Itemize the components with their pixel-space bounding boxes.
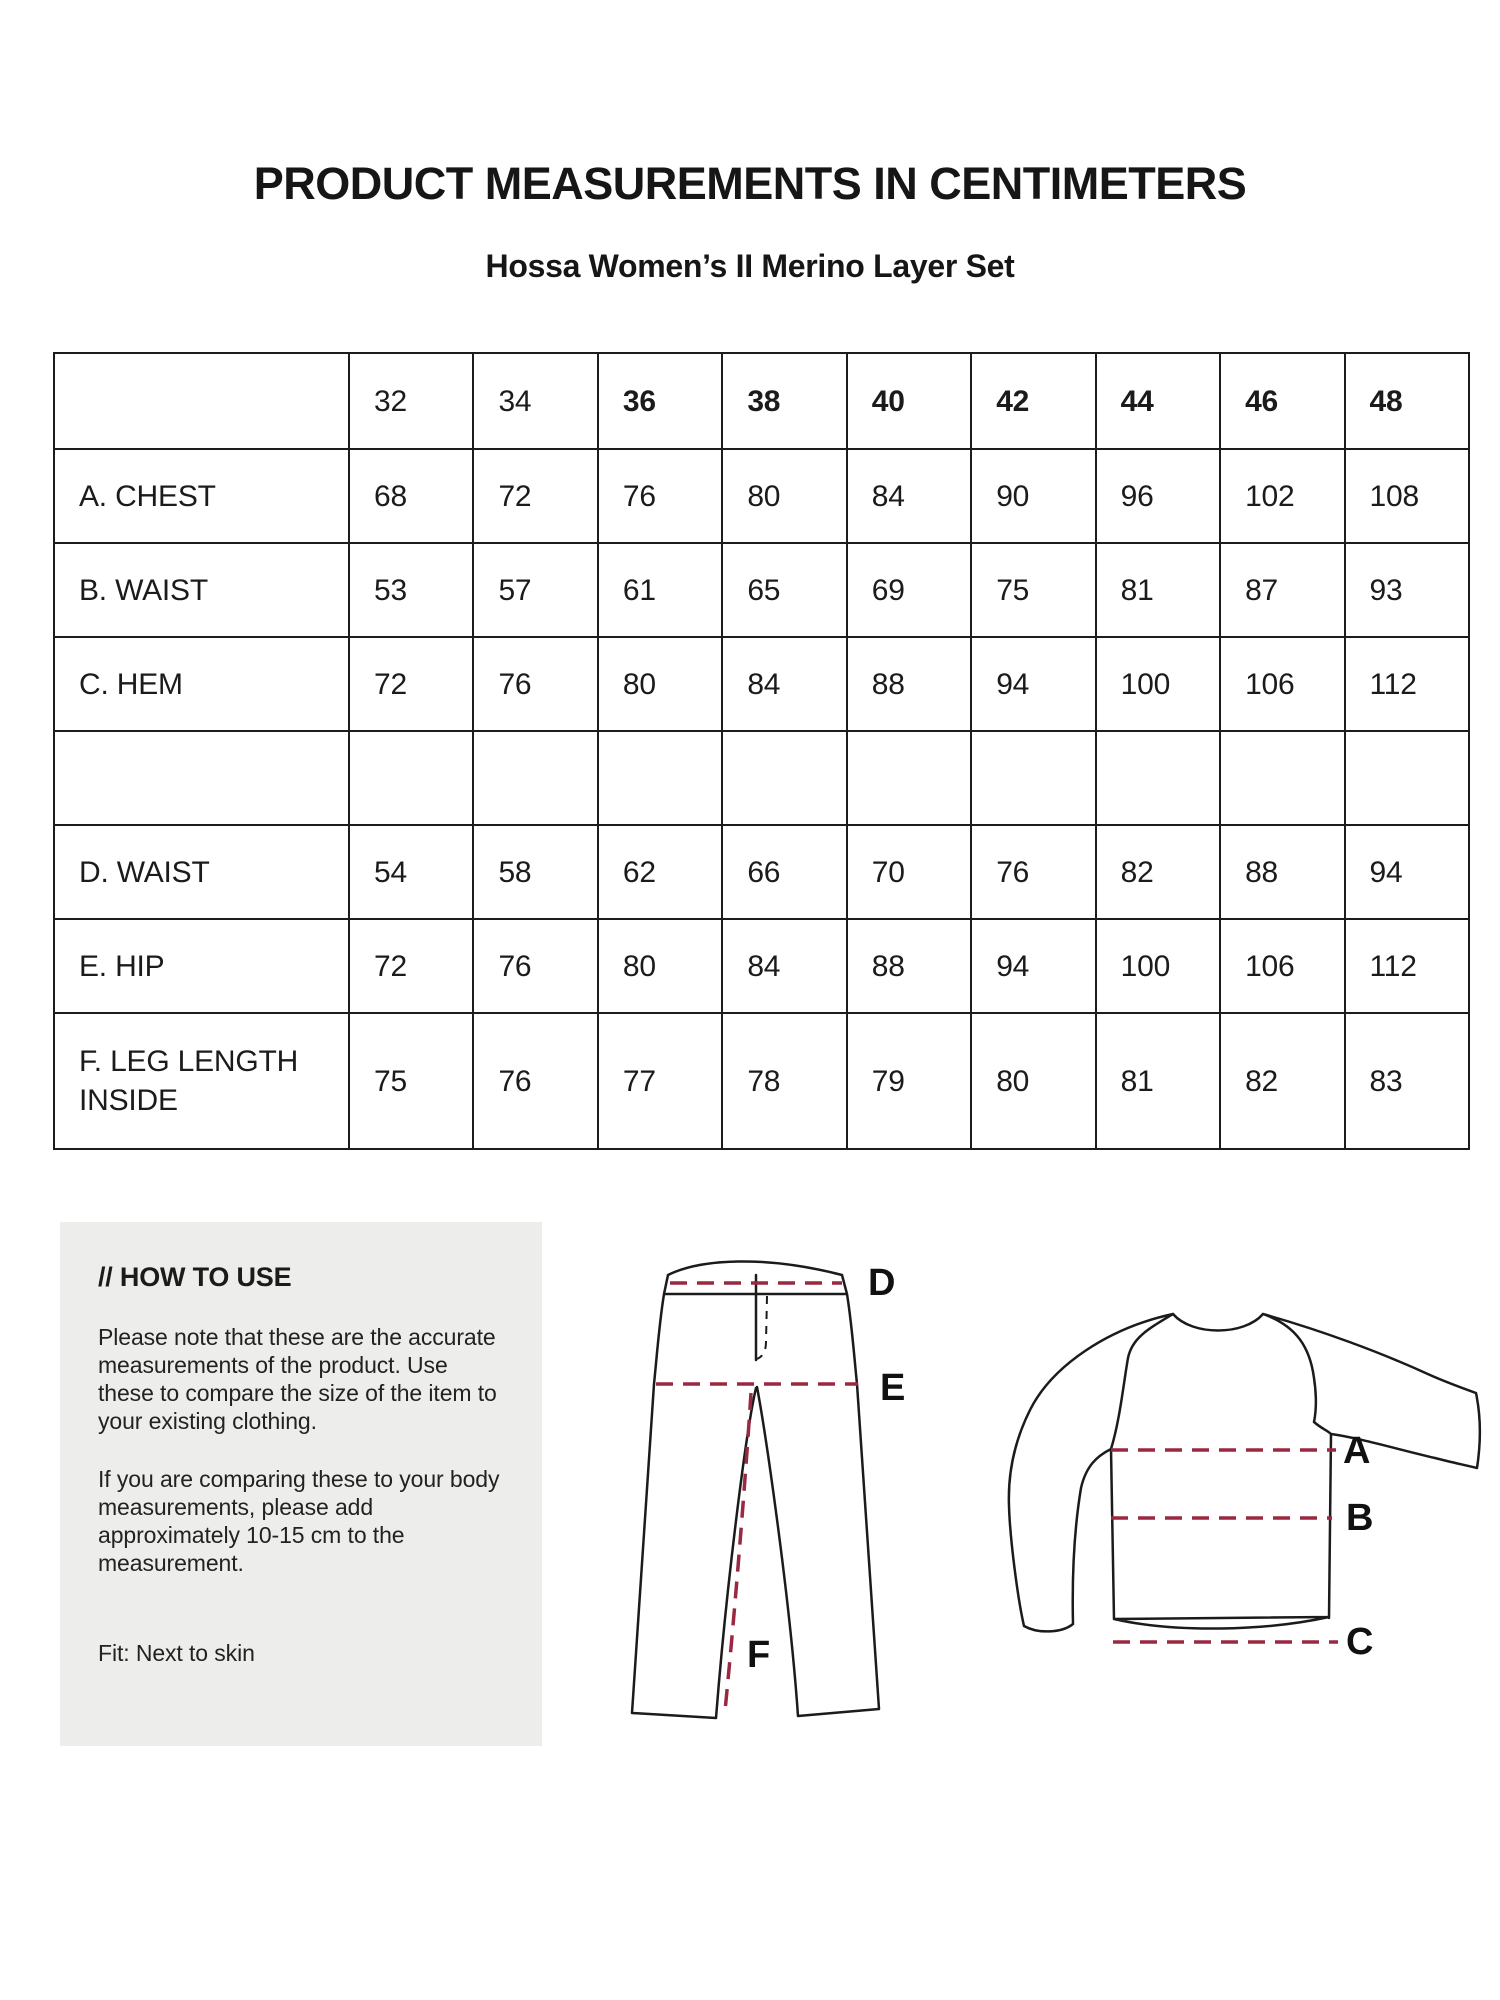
measurement-cell: 76 xyxy=(473,637,597,731)
measurement-cell: 88 xyxy=(847,637,971,731)
measurement-cell: 54 xyxy=(349,825,473,919)
measurement-cell: 68 xyxy=(349,449,473,543)
measurement-cell: 112 xyxy=(1345,637,1470,731)
measurement-table-body xyxy=(54,449,1469,1149)
measurement-cell: 81 xyxy=(1096,543,1220,637)
measurement-table xyxy=(53,352,1470,1150)
row-label: D. WAIST xyxy=(54,825,349,919)
fit-note: Fit: Next to skin xyxy=(98,1640,255,1666)
measurement-row xyxy=(54,825,1469,919)
shirt-chest-label: A xyxy=(1343,1430,1371,1472)
shirt-waist-label: B xyxy=(1346,1497,1374,1539)
measurement-cell: 81 xyxy=(1096,1013,1220,1149)
measurement-cell: 76 xyxy=(598,449,722,543)
size-column-header: 36 xyxy=(598,353,722,449)
measurement-cell xyxy=(847,731,971,825)
measurement-cell: 65 xyxy=(722,543,846,637)
pants-inseam-label: F xyxy=(747,1634,771,1676)
measurement-cell xyxy=(349,731,473,825)
measurement-cell: 72 xyxy=(349,919,473,1013)
measurement-cell xyxy=(473,731,597,825)
row-label xyxy=(54,731,349,825)
measurement-cell: 84 xyxy=(722,637,846,731)
measurement-cell: 80 xyxy=(598,637,722,731)
measurement-cell: 88 xyxy=(1220,825,1344,919)
measurement-cell: 76 xyxy=(971,825,1095,919)
measurement-cell: 61 xyxy=(598,543,722,637)
measurement-cell: 88 xyxy=(847,919,971,1013)
shirt-diagram xyxy=(1009,1314,1480,1663)
measurement-cell: 80 xyxy=(722,449,846,543)
size-column-header: 34 xyxy=(473,353,597,449)
spacer-row xyxy=(54,731,1469,825)
measurement-cell: 112 xyxy=(1345,919,1470,1013)
measurement-cell xyxy=(722,731,846,825)
row-label: F. LEG LENGTH INSIDE xyxy=(54,1013,349,1149)
measurement-cell xyxy=(1220,731,1344,825)
measurement-row xyxy=(54,637,1469,731)
measurement-cell xyxy=(971,731,1095,825)
measurement-cell: 93 xyxy=(1345,543,1470,637)
measurement-cell: 72 xyxy=(473,449,597,543)
how-to-use-paragraph-1: Please note that these are the accurate measurements of the product. Use these to compare the size of the item to your existing clothing. xyxy=(98,1324,497,1434)
measurement-cell: 62 xyxy=(598,825,722,919)
size-column-header: 46 xyxy=(1220,353,1344,449)
measurement-cell: 94 xyxy=(1345,825,1470,919)
measurement-cell: 57 xyxy=(473,543,597,637)
pants-hip-label: E xyxy=(880,1367,906,1409)
size-column-header: 38 xyxy=(722,353,846,449)
measurement-row xyxy=(54,543,1469,637)
measurement-cell: 84 xyxy=(847,449,971,543)
measurement-cell: 82 xyxy=(1220,1013,1344,1149)
how-to-use-heading: // HOW TO USE xyxy=(98,1262,292,1292)
measurement-cell: 100 xyxy=(1096,637,1220,731)
size-column-header: 42 xyxy=(971,353,1095,449)
measurement-cell: 94 xyxy=(971,919,1095,1013)
how-to-use-box xyxy=(60,1222,542,1746)
page-title: PRODUCT MEASUREMENTS IN CENTIMETERS xyxy=(253,158,1247,209)
measurement-cell: 66 xyxy=(722,825,846,919)
measurement-cell: 77 xyxy=(598,1013,722,1149)
measurement-cell: 69 xyxy=(847,543,971,637)
measurement-cell: 58 xyxy=(473,825,597,919)
measurement-cell: 80 xyxy=(971,1013,1095,1149)
measurement-table-head xyxy=(54,353,1469,449)
measurement-cell: 70 xyxy=(847,825,971,919)
garment-diagrams xyxy=(560,1230,1500,1770)
pants-fly-stitch-line xyxy=(757,1296,767,1359)
row-label: E. HIP xyxy=(54,919,349,1013)
measurement-cell: 106 xyxy=(1220,637,1344,731)
measurement-cell: 84 xyxy=(722,919,846,1013)
measurement-cell: 78 xyxy=(722,1013,846,1149)
measurement-cell: 76 xyxy=(473,919,597,1013)
measurement-cell: 83 xyxy=(1345,1013,1470,1149)
shirt-outline xyxy=(1009,1314,1480,1631)
shirt-hem-label: C xyxy=(1346,1621,1374,1663)
measurement-cell: 72 xyxy=(349,637,473,731)
size-header-row xyxy=(54,353,1469,449)
row-label: B. WAIST xyxy=(54,543,349,637)
measurement-cell: 102 xyxy=(1220,449,1344,543)
product-name: Hossa Women’s II Merino Layer Set xyxy=(485,248,1015,284)
measurement-cell: 108 xyxy=(1345,449,1470,543)
size-column-header: 44 xyxy=(1096,353,1220,449)
row-label: A. CHEST xyxy=(54,449,349,543)
measurement-cell: 75 xyxy=(971,543,1095,637)
measurement-cell: 106 xyxy=(1220,919,1344,1013)
pants-diagram xyxy=(632,1261,905,1718)
measurement-cell xyxy=(1096,731,1220,825)
measurement-cell xyxy=(1345,731,1470,825)
measurement-cell: 94 xyxy=(971,637,1095,731)
row-label: C. HEM xyxy=(54,637,349,731)
size-column-header: 48 xyxy=(1345,353,1470,449)
measurement-row xyxy=(54,919,1469,1013)
measurement-cell: 90 xyxy=(971,449,1095,543)
measurement-cell: 79 xyxy=(847,1013,971,1149)
pants-waist-label: D xyxy=(868,1262,896,1304)
size-column-header: 40 xyxy=(847,353,971,449)
measurement-row xyxy=(54,1013,1469,1149)
measurement-cell: 87 xyxy=(1220,543,1344,637)
how-to-use-paragraph-2: If you are comparing these to your body measurements, please add approximately 10-15 cm to the measurement. xyxy=(98,1466,500,1576)
measurement-cell: 76 xyxy=(473,1013,597,1149)
measurement-cell: 100 xyxy=(1096,919,1220,1013)
measurement-cell xyxy=(598,731,722,825)
corner-cell xyxy=(54,353,349,449)
measurement-cell: 53 xyxy=(349,543,473,637)
size-column-header: 32 xyxy=(349,353,473,449)
measurement-cell: 82 xyxy=(1096,825,1220,919)
measurement-cell: 75 xyxy=(349,1013,473,1149)
measurement-cell: 80 xyxy=(598,919,722,1013)
measurement-row xyxy=(54,449,1469,543)
measurement-cell: 96 xyxy=(1096,449,1220,543)
